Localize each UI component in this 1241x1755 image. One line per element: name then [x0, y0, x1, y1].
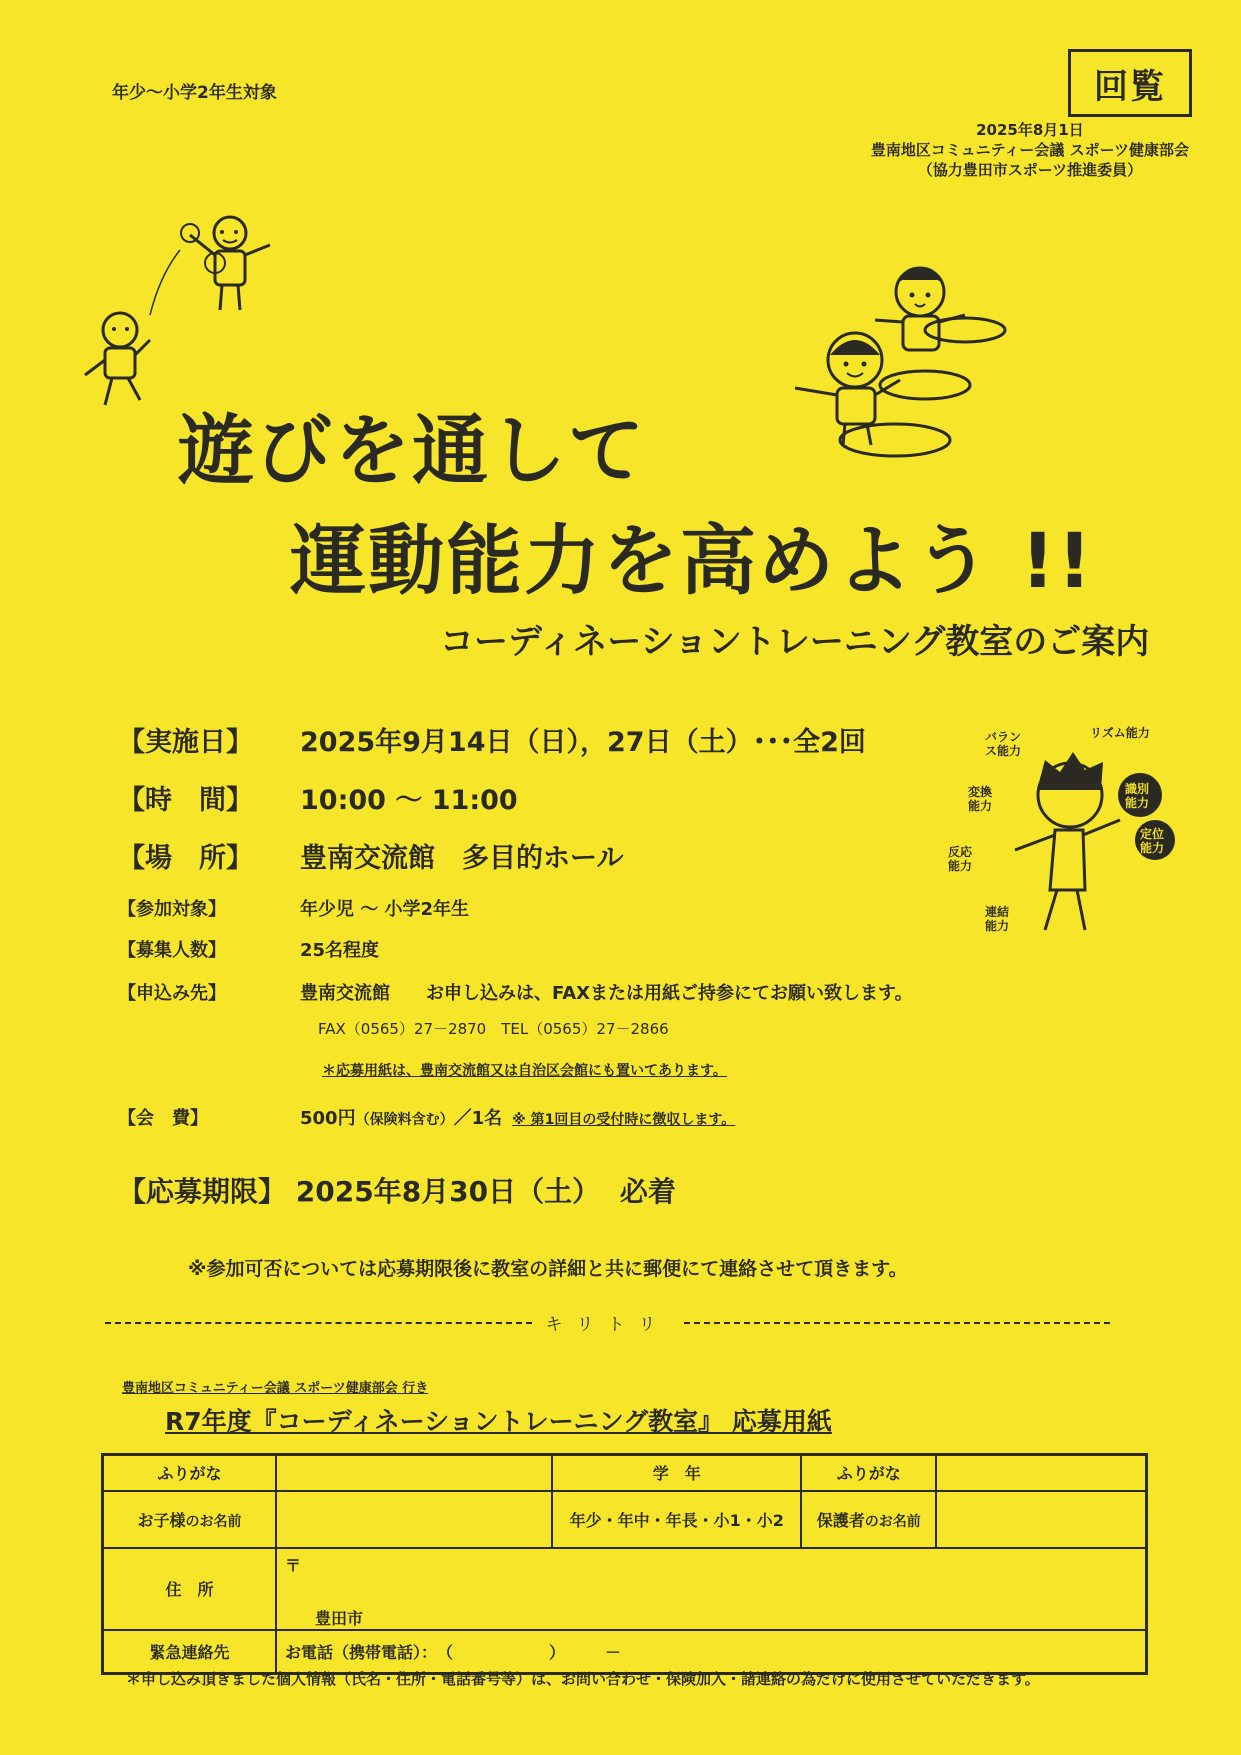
fee-note: ※ 第1回目の受付時に徴収します。: [512, 1112, 736, 1128]
form-availability-note: ＊応募用紙は、豊南交流館又は自治区会館にも置いてあります。: [322, 1063, 727, 1079]
target-audience: 年少～小学2年生対象: [112, 83, 277, 103]
date-label: 【実施日】: [118, 727, 253, 758]
deadline-label: 【応募期限】: [118, 1175, 287, 1208]
guardian-name-field[interactable]: [936, 1491, 1146, 1548]
address-field[interactable]: [276, 1548, 1146, 1630]
privacy-footnote: ＊申し込み頂きました個人情報（氏名・住所・電話番号等）は、お問い合わせ・保険加入・諸連絡の為だけに使用させていただきます。: [126, 1670, 1040, 1688]
grade-label: 学 年: [552, 1455, 801, 1491]
kairan-stamp: 回覧: [1068, 49, 1192, 117]
eligible-label: 【参加対象】: [118, 899, 226, 920]
issue-date: 2025年8月1日: [976, 121, 1084, 139]
ability-coupling: 連結能力: [985, 905, 1010, 933]
time-value: 10:00 ～ 11:00: [300, 785, 518, 816]
emergency-label: 緊急連絡先: [103, 1630, 277, 1674]
apply-row: [118, 979, 913, 1005]
cooperation: （協力豊田市スポーツ推進委員）: [917, 161, 1143, 179]
child-name-label: [103, 1491, 277, 1548]
form-title: R7年度『コーディネーショントレーニング教室』 応募用紙: [165, 1407, 832, 1436]
date-row: [118, 720, 866, 759]
fee-label: 【会 費】: [118, 1108, 208, 1129]
form-destination: 豊南地区コミュニティー会議 スポーツ健康部会 行き: [122, 1381, 429, 1396]
cut-dash-right: [684, 1322, 1111, 1324]
apply-label: 【申込み先】: [118, 983, 226, 1004]
eligible-row: [118, 895, 469, 921]
child-name-small: のお名前: [185, 1513, 242, 1530]
time-label: 【時 間】: [118, 785, 253, 816]
ability-discrimination: 識別能力: [1125, 782, 1150, 810]
capacity-label: 【募集人数】: [118, 940, 226, 961]
phone-field[interactable]: お電話（携帯電話）： （ ） －: [276, 1630, 1146, 1674]
child-furigana-field[interactable]: [276, 1455, 552, 1491]
time-row: [118, 778, 518, 817]
cut-line-label: キリトリ: [545, 1315, 670, 1335]
contact-numbers: FAX（0565）27－2870 TEL（0565）27－2866: [318, 1020, 669, 1038]
place-value: 豊南交流館 多目的ホール: [300, 843, 624, 874]
main-title-line2: 運動能力を高めよう !!: [290, 516, 1094, 605]
guardian-furigana-field[interactable]: [936, 1455, 1146, 1491]
ability-reaction: 反応能力: [948, 845, 973, 873]
ability-conversion: 変換能力: [968, 785, 993, 813]
child-name-text: お子様: [137, 1510, 186, 1530]
fee-per: ／1名: [453, 1108, 503, 1129]
guardian-name-text: 保護者: [816, 1510, 865, 1530]
place-label: 【場 所】: [118, 843, 253, 874]
guardian-name-small: のお名前: [864, 1513, 921, 1530]
cut-line: [105, 1310, 1110, 1335]
kids-jumping-hoops-illustration: [775, 260, 1015, 465]
eligible-value: 年少児 ～ 小学2年生: [300, 899, 470, 920]
notification-notice: ※参加可否については応募期限後に教室の詳細と共に郵便にて連絡させて頂きます。: [188, 1258, 908, 1280]
ability-balance: バランス能力: [985, 730, 1022, 758]
deadline-row: [118, 1170, 676, 1210]
address-label: 住 所: [103, 1548, 277, 1630]
furigana2-label: ふりがな: [801, 1455, 936, 1491]
fee-row: [118, 1104, 735, 1130]
fee-insurance: （保険料含む）: [355, 1112, 454, 1128]
postal-mark: 〒: [285, 1555, 302, 1575]
grade-options[interactable]: 年少・年中・年長・小1・小2: [552, 1491, 801, 1548]
place-row: [118, 836, 623, 875]
deadline-value: 2025年8月30日（土）: [295, 1175, 601, 1208]
capacity-row: [118, 936, 379, 962]
cut-dash-left: [105, 1322, 532, 1324]
guardian-name-label: [801, 1491, 936, 1548]
city-text: 豊田市: [315, 1608, 364, 1628]
apply-value: 豊南交流館 お申し込みは、FAXまたは用紙ご持参にてお願い致します。: [300, 983, 913, 1004]
furigana-label: ふりがな: [103, 1455, 277, 1491]
ability-rhythm: リズム能力: [1090, 726, 1150, 740]
issuer-block: [871, 120, 1189, 180]
subtitle: コーディネーショントレーニング教室のご案内: [440, 622, 1150, 662]
main-title-line1: 遊びを通して: [178, 406, 646, 495]
date-value: 2025年9月14日（日），27日（土）･･･全2回: [300, 727, 866, 758]
fee-value: 500円: [300, 1108, 356, 1129]
ability-orientation: 定位能力: [1140, 827, 1165, 855]
capacity-value: 25名程度: [300, 940, 380, 961]
application-form-table: [101, 1453, 1148, 1675]
organizer: 豊南地区コミュニティー会議 スポーツ健康部会: [870, 141, 1189, 159]
child-name-field[interactable]: [276, 1491, 552, 1548]
deadline-suffix: 必着: [619, 1175, 676, 1208]
